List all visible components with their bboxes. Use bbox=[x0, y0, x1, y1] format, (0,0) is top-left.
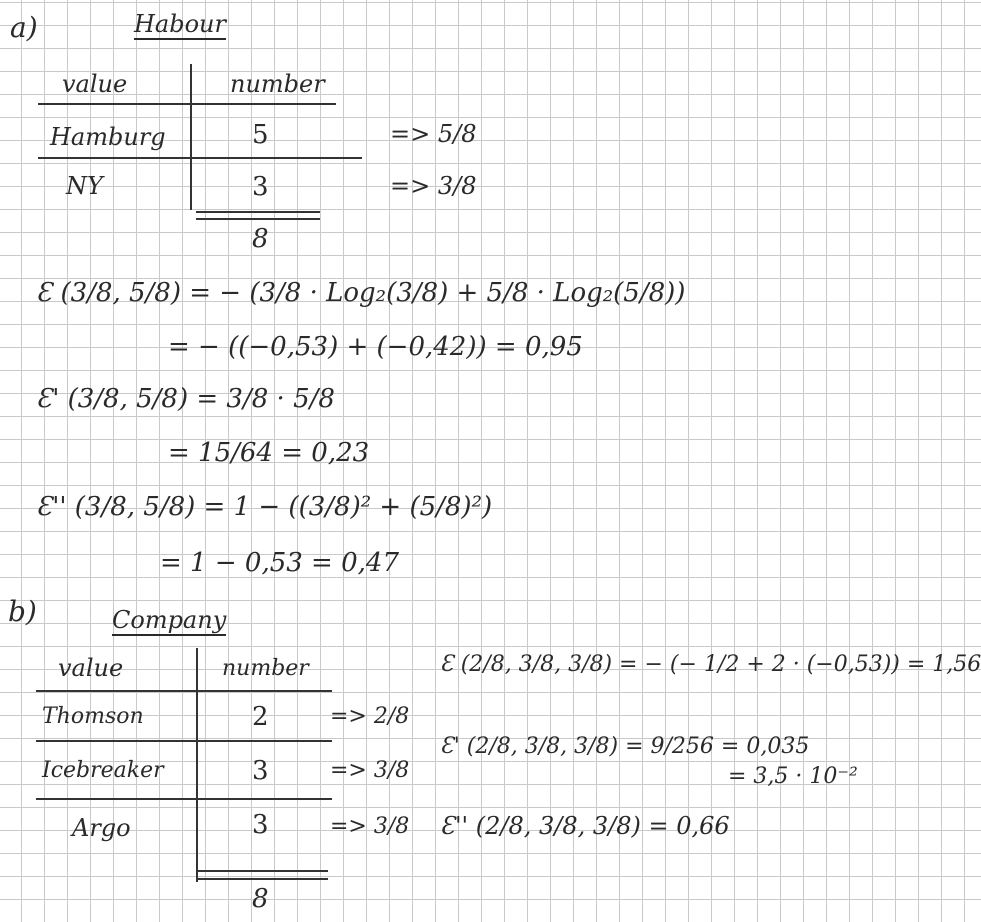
equation-entropy: Ɛ (2/8, 3/8, 3/8) = − (− 1/2 + 2 · (−0,53)) = 1,56 bbox=[440, 652, 981, 677]
table-total: 8 bbox=[252, 884, 269, 914]
row-rule bbox=[36, 798, 332, 800]
equation-line: = 15/64 = 0,23 bbox=[168, 438, 370, 468]
column-divider bbox=[190, 64, 192, 210]
row-number: 3 bbox=[252, 756, 269, 786]
row-value: Hamburg bbox=[50, 123, 166, 151]
row-value: NY bbox=[66, 172, 103, 200]
row-number: 5 bbox=[252, 120, 269, 150]
row-fraction: => 3/8 bbox=[390, 172, 477, 200]
row-value: Thomson bbox=[42, 704, 144, 729]
equation-line: = 3,5 · 10⁻² bbox=[728, 764, 858, 789]
row-number: 3 bbox=[252, 172, 269, 202]
row-fraction: => 2/8 bbox=[330, 704, 410, 729]
equation-entropy-prime: Ɛ' (3/8, 5/8) = 3/8 · 5/8 bbox=[36, 384, 335, 414]
header-rule bbox=[36, 690, 332, 692]
equation-entropy-double-prime: Ɛ'' (3/8, 5/8) = 1 − ((3/8)² + (5/8)²) bbox=[36, 492, 493, 522]
part-a-label: a) bbox=[10, 11, 38, 44]
equation-line: = − ((−0,53) + (−0,42)) = 0,95 bbox=[168, 332, 583, 362]
equation-entropy-double-prime: Ɛ'' (2/8, 3/8, 3/8) = 0,66 bbox=[440, 812, 730, 840]
total-rule bbox=[196, 870, 328, 872]
row-fraction: => 3/8 bbox=[330, 814, 410, 839]
row-rule bbox=[38, 157, 362, 159]
equation-line: = 1 − 0,53 = 0,47 bbox=[160, 548, 400, 578]
row-fraction: => 5/8 bbox=[390, 120, 477, 148]
total-rule bbox=[196, 211, 320, 213]
row-value: Argo bbox=[72, 814, 131, 842]
column-header-number: number bbox=[230, 70, 325, 98]
row-number: 3 bbox=[252, 810, 269, 840]
column-header-value: value bbox=[62, 70, 128, 98]
part-b-title: Company bbox=[112, 606, 227, 634]
row-fraction: => 3/8 bbox=[330, 758, 410, 783]
table-total: 8 bbox=[252, 224, 269, 254]
equation-entropy: Ɛ (3/8, 5/8) = − (3/8 · Log₂(3/8) + 5/8 · Log₂(5/8)) bbox=[36, 278, 686, 308]
column-header-value: value bbox=[58, 654, 124, 682]
row-value: Icebreaker bbox=[42, 758, 164, 783]
equation-entropy-prime: Ɛ' (2/8, 3/8, 3/8) = 9/256 = 0,035 bbox=[440, 734, 810, 759]
row-rule bbox=[36, 740, 332, 742]
total-rule bbox=[196, 878, 328, 880]
part-a-title: Habour bbox=[134, 10, 226, 38]
column-header-number: number bbox=[222, 656, 309, 681]
total-rule bbox=[196, 218, 320, 220]
part-b-label: b) bbox=[8, 595, 37, 628]
header-rule bbox=[38, 103, 336, 105]
row-number: 2 bbox=[252, 702, 269, 732]
column-divider bbox=[196, 648, 198, 882]
